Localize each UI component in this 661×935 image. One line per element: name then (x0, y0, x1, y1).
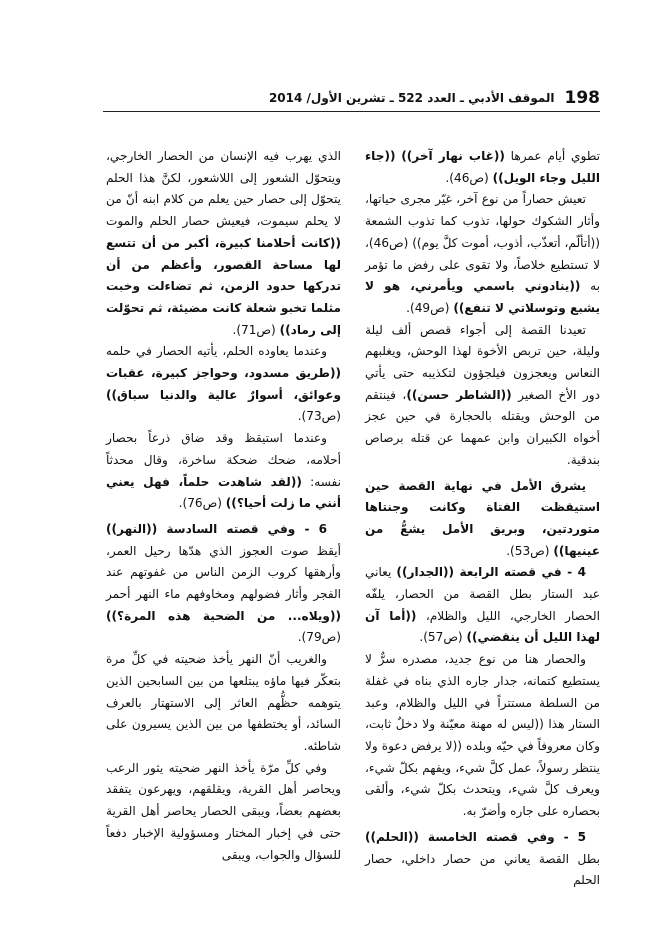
bold-quote: 6 - وفي قصته السادسة ((النهر)) (106, 521, 327, 536)
text-run: يعاني عبد الستار بطل القصة من الحصار، يلفّه الحصار الخارجي، الليل والظلام، (365, 565, 600, 623)
text-run: والحصار هنا من نوع جديد، مصدره سرٌّ لا يستطيع كتمانه، جدار جاره الذي بناه في غفلة من السلطة مستتراً في الليل والظلام، وعبد الستار هذا ((ليس له مهنة معيّنة ولا دخلٌ ثابت، وكان معروفاً في حيّه وبلده ((لا يرفض دعوة ولا ينتظر رسولاً، عمل كلَّ شيء، ويفهم بكلّ شيء، ويعرف كلَّ شيء، ويتحدث بكلّ شيء، وألقى بحصاره على جاره وأضرّ به. (365, 652, 600, 819)
text-run: (ص79). (297, 630, 341, 645)
bold-quote: 4 - في قصته الرابعة ((الجدار)) (396, 565, 586, 580)
text-run: (ص49). (406, 300, 454, 315)
page-number: 198 (564, 88, 600, 108)
text-run: (ص71). (232, 322, 280, 337)
bold-quote: ((كانت أحلامنا كبيرة، أكبر من أن تتسع لها مساحة القصور، وأعظم من أن تدركها حدود الزمن، ثم تضاءلت وخبت مثلما تخبو شعلة كانت مضيئة، ثم تحوّلت إلى رماد)) (106, 235, 341, 337)
left-column (106, 146, 342, 862)
text-run: (ص57). (419, 630, 467, 645)
text-run: وعندما يعاوده الحلم، يأتيه الحصار في حلمه (106, 344, 327, 359)
page-header (103, 84, 600, 112)
paragraph (106, 649, 341, 758)
bold-quote: ((لقد شاهدت حلماً، فهل يعني أنني ما زلت أحيا؟)) (106, 474, 341, 511)
paragraph (106, 758, 341, 867)
text-run: تعيش حصاراً من نوع آخر، غيّر مجرى حياتها، وأثار الشكوك حولها، تذوب كما تذوب الشمعة ((أتألّم، أتعذّب، أذوب، أموت كلَّ يوم)) (ص46)، لا تستطيع خلاصاً، ولا تقوى على رفض ما تؤمر به (365, 192, 600, 294)
paragraph (365, 476, 600, 563)
bold-quote: ((غاب نهار آخر)) (401, 149, 505, 163)
bold-quote: ((ويلاه... من الضحية هذه المرة؟)) (106, 608, 341, 623)
bold-quote: ((ينادوني باسمي ويأمرني، هو لا يشبع وتوسلاتي لا تنفع)) (365, 279, 600, 315)
text-run: وعندما استيقظ وقد ضاق ذرعاً بحصار أحلامه، ضحك ضحكة ساخرة، وقال محدثاً نفسه: (106, 431, 342, 489)
text-run: (ص53). (506, 543, 554, 558)
paragraph (365, 189, 600, 319)
bold-quote: يشرق الأمل في نهاية القصة حين استيقظت الفتاة وكانت وجنتاها متوردتين، وبريق الأمل يشعُّ من عينيها)) (365, 478, 600, 558)
paragraph (106, 519, 341, 649)
right-column (365, 146, 600, 888)
text-run: بطل القصة يعاني من حصار داخلي، حصار الحلم (365, 851, 600, 888)
text-run: ، فينتقم من الوحش ويقتله بالحجارة في حين عجز أخواه الكبيران وابن عمهما عن قتله برصاص بندقية. (365, 387, 600, 467)
text-run: (ص73). (297, 409, 341, 424)
paragraph (365, 649, 600, 823)
paragraph (106, 146, 341, 341)
paragraph (365, 320, 600, 472)
paragraph (365, 562, 600, 649)
paragraph (106, 428, 341, 515)
text-run: تعيدنا القصة إلى أجواء قصص ألف ليلة وليلة، حين تربص الأخوة لهذا الوحش، ويغلبهم النعاس ويعجزون فيلجؤون لتكذيبه حتى يأتي دور الأخ الصغير (365, 322, 600, 402)
paragraph (365, 827, 600, 892)
bold-quote: ((الشاطر حسن)) (406, 387, 512, 402)
bold-quote: ((طريق مسدود، وحواجز كبيرة، عقبات وعوائق، أسوارٌ عالية والدنيا سباق)) (106, 366, 341, 402)
paragraph (106, 341, 341, 428)
text-run: أيقظ صوت العجوز الذي هدّها رحيل العمر، وأرهقها كروب الزمن الناس من غفوتهم عند الفجر وأثار فضولهم ومخاوفهم ماء النهر أحمر (106, 543, 341, 602)
running-title: الموقف الأدبي ـ العدد 522 ـ تشرين الأول/ 2014 (268, 91, 555, 105)
text-run: وفي كلِّ مرّة يأخذ النهر ضحيته يثور الرعب ويحاصر أهل القرية، ويقلقهم، ويهرعون يتفقد بعضهم بعضاً، ويبقى الحصار يحاصر أهل القرية حتى في إخبار المختار ومسؤولية الإخبار دفعاً للسؤال والجواب، ويبقى (106, 760, 341, 862)
text-run: الذي يهرب فيه الإنسان من الحصار الخارجي، ويتحوّل الشعور إلى اللاشعور، لكنَّ هذا الحلم يتحوّل إلى حصار حين يعلم من كلام ابنه أنّ من لا يحلم سيموت، فيعيش حصار الحلم والموت (106, 149, 341, 229)
text-run: والغريب أنّ النهر يأخذ ضحيته في كلِّ مرة بتعكّر فيها ماؤه يبتلعها من بين السابحين الذين يتوهمه حظُّهم العاثر إلى الاستهتار بالعرف السائد، أو يختطفها من بين الذين يسيرون على شاطئه. (106, 652, 341, 753)
bold-quote: 5 - وفي قصته الخامسة ((الحلم)) (365, 829, 586, 844)
paragraph (365, 146, 600, 189)
header-rule (103, 111, 600, 112)
bold-quote: ((أما آن لهذا الليل أن ينقضي)) (365, 608, 600, 645)
bold-quote: ((جاء الليل وجاء الويل)) (365, 149, 600, 185)
text-run: (ص46). (445, 170, 493, 185)
text-run: تطوي أيام عمرها (504, 149, 600, 163)
text-run: (ص76). (178, 496, 226, 511)
